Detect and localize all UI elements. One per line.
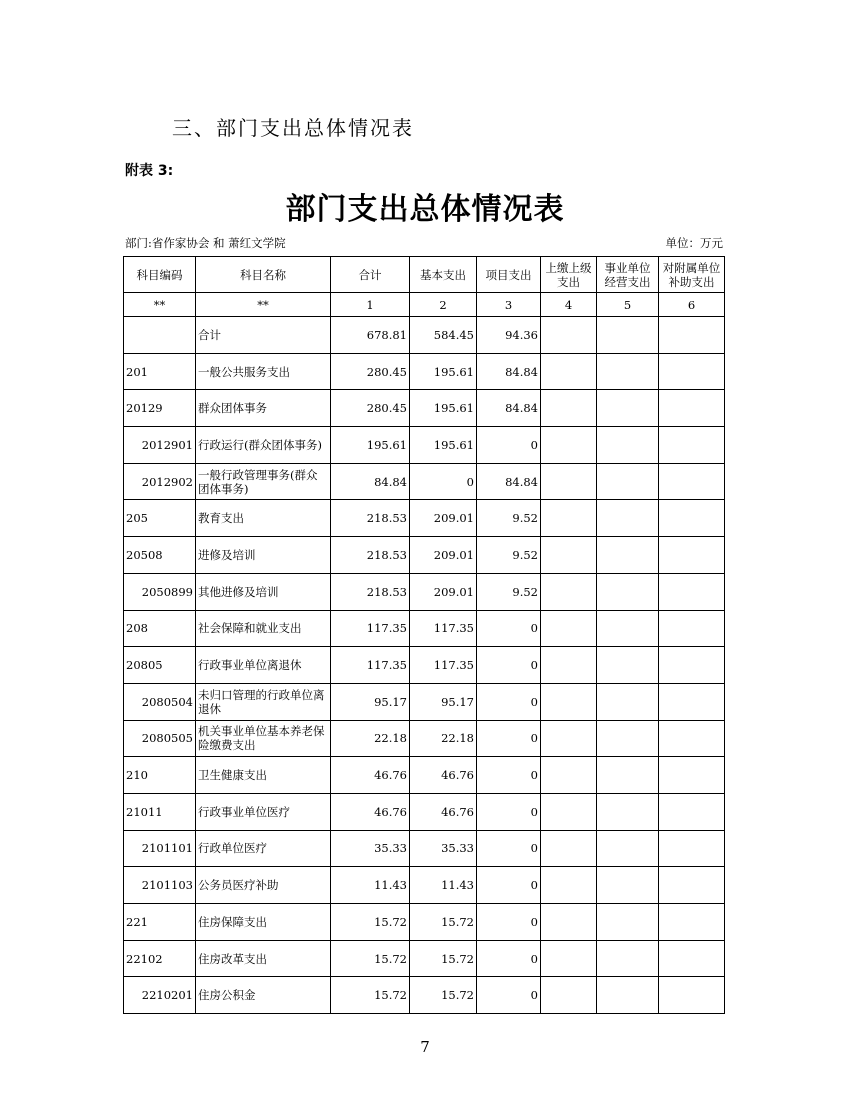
column-header	[477, 257, 541, 293]
column-index: 6	[659, 293, 725, 317]
section-heading: 三、部门支出总体情况表	[172, 116, 414, 140]
amount-cell: 0	[477, 940, 541, 977]
subject-code: 22102	[124, 940, 196, 977]
amount-cell: 218.53	[331, 537, 410, 574]
amount-cell	[541, 867, 597, 904]
table-row	[124, 463, 725, 500]
amount-cell: 22.18	[331, 720, 410, 757]
amount-cell	[541, 427, 597, 464]
amount-cell	[597, 867, 659, 904]
amount-cell	[541, 537, 597, 574]
amount-cell: 0	[410, 463, 477, 500]
amount-cell: 0	[477, 867, 541, 904]
subject-code: 2101103	[124, 867, 196, 904]
amount-cell: 280.45	[331, 390, 410, 427]
amount-cell	[541, 390, 597, 427]
amount-cell	[659, 610, 725, 647]
amount-cell: 15.72	[331, 940, 410, 977]
column-index: 5	[597, 293, 659, 317]
amount-cell: 0	[477, 757, 541, 794]
table-row	[124, 390, 725, 427]
amount-cell: 84.84	[331, 463, 410, 500]
amount-cell	[659, 353, 725, 390]
amount-cell	[597, 793, 659, 830]
table-row	[124, 793, 725, 830]
subject-code: 2012901	[124, 427, 196, 464]
subject-name: 一般公共服务支出	[196, 353, 331, 390]
subject-name: 住房改革支出	[196, 940, 331, 977]
amount-cell	[659, 977, 725, 1014]
amount-cell: 584.45	[410, 317, 477, 354]
amount-cell	[597, 904, 659, 941]
amount-cell: 117.35	[331, 647, 410, 684]
amount-cell	[541, 317, 597, 354]
amount-cell: 195.61	[410, 427, 477, 464]
subject-name: 社会保障和就业支出	[196, 610, 331, 647]
amount-cell	[659, 683, 725, 720]
amount-cell	[597, 573, 659, 610]
subject-code: 2210201	[124, 977, 196, 1014]
subject-name: 行政单位医疗	[196, 830, 331, 867]
column-header	[410, 257, 477, 293]
amount-cell: 0	[477, 647, 541, 684]
column-header-line: 经营支出	[604, 274, 651, 289]
amount-cell: 15.72	[410, 940, 477, 977]
table-row	[124, 867, 725, 904]
subject-name: 其他进修及培训	[196, 573, 331, 610]
subject-name: 一般行政管理事务(群众团体事务)	[196, 463, 331, 500]
amount-cell	[541, 830, 597, 867]
amount-cell: 209.01	[410, 537, 477, 574]
amount-cell	[597, 977, 659, 1014]
column-header	[659, 257, 725, 293]
amount-cell	[597, 940, 659, 977]
subject-name: 合计	[196, 317, 331, 354]
amount-cell	[597, 317, 659, 354]
amount-cell	[659, 317, 725, 354]
subject-name: 行政运行(群众团体事务)	[196, 427, 331, 464]
table-row	[124, 683, 725, 720]
table-row	[124, 500, 725, 537]
subject-name: 进修及培训	[196, 537, 331, 574]
amount-cell: 15.72	[331, 904, 410, 941]
amount-cell	[659, 463, 725, 500]
amount-cell	[597, 390, 659, 427]
amount-cell: 280.45	[331, 353, 410, 390]
amount-cell	[597, 463, 659, 500]
table-row	[124, 647, 725, 684]
department-label: 部门:省作家协会 和 萧红文学院	[125, 236, 286, 250]
amount-cell: 678.81	[331, 317, 410, 354]
amount-cell	[659, 793, 725, 830]
amount-cell: 0	[477, 720, 541, 757]
amount-cell	[597, 830, 659, 867]
column-header-line: 对附属单位	[662, 260, 721, 275]
amount-cell: 9.52	[477, 500, 541, 537]
unit-label: 单位：万元	[665, 236, 723, 250]
subject-code: 201	[124, 353, 196, 390]
amount-cell	[541, 353, 597, 390]
amount-cell	[541, 463, 597, 500]
amount-cell	[659, 757, 725, 794]
amount-cell: 218.53	[331, 573, 410, 610]
amount-cell	[541, 683, 597, 720]
table-header-row	[124, 257, 725, 293]
column-header-line: 科目名称	[240, 267, 286, 282]
subject-code: 2101101	[124, 830, 196, 867]
amount-cell	[597, 610, 659, 647]
amount-cell	[597, 647, 659, 684]
amount-cell: 0	[477, 427, 541, 464]
subject-name: 行政事业单位医疗	[196, 793, 331, 830]
column-header	[597, 257, 659, 293]
subject-name: 卫生健康支出	[196, 757, 331, 794]
column-header	[331, 257, 410, 293]
amount-cell: 22.18	[410, 720, 477, 757]
amount-cell: 117.35	[410, 647, 477, 684]
table-row	[124, 573, 725, 610]
column-index-row	[124, 293, 725, 317]
amount-cell: 209.01	[410, 573, 477, 610]
subject-code: 208	[124, 610, 196, 647]
subject-code: 2050899	[124, 573, 196, 610]
subject-code: 2080504	[124, 683, 196, 720]
amount-cell: 117.35	[331, 610, 410, 647]
table-row	[124, 940, 725, 977]
subject-name: 未归口管理的行政单位离退休	[196, 683, 331, 720]
amount-cell	[541, 904, 597, 941]
amount-cell: 195.61	[410, 353, 477, 390]
amount-cell: 46.76	[410, 757, 477, 794]
amount-cell	[541, 573, 597, 610]
amount-cell: 94.36	[477, 317, 541, 354]
subject-name: 群众团体事务	[196, 390, 331, 427]
amount-cell	[541, 610, 597, 647]
amount-cell	[541, 720, 597, 757]
subject-name: 住房公积金	[196, 977, 331, 1014]
page-number: 7	[420, 1038, 430, 1056]
table-row	[124, 757, 725, 794]
column-index: 3	[477, 293, 541, 317]
amount-cell: 0	[477, 683, 541, 720]
subject-code: 20129	[124, 390, 196, 427]
amount-cell: 0	[477, 904, 541, 941]
amount-cell	[659, 500, 725, 537]
amount-cell	[597, 427, 659, 464]
column-header-line: 上缴上级	[545, 260, 592, 275]
table-row	[124, 977, 725, 1014]
amount-cell: 195.61	[410, 390, 477, 427]
amount-cell	[597, 683, 659, 720]
amount-cell: 195.61	[331, 427, 410, 464]
table-row	[124, 537, 725, 574]
amount-cell	[597, 500, 659, 537]
amount-cell	[597, 537, 659, 574]
amount-cell: 35.33	[410, 830, 477, 867]
table-row	[124, 830, 725, 867]
amount-cell	[659, 427, 725, 464]
amount-cell	[597, 757, 659, 794]
amount-cell	[659, 720, 725, 757]
amount-cell	[659, 904, 725, 941]
column-index: **	[196, 293, 331, 317]
amount-cell	[541, 757, 597, 794]
amount-cell	[541, 647, 597, 684]
amount-cell	[541, 940, 597, 977]
column-header	[124, 257, 196, 293]
subject-name: 公务员医疗补助	[196, 867, 331, 904]
amount-cell: 0	[477, 977, 541, 1014]
table-row	[124, 427, 725, 464]
table-row	[124, 720, 725, 757]
table-title: 部门支出总体情况表	[285, 192, 565, 227]
amount-cell: 209.01	[410, 500, 477, 537]
amount-cell: 15.72	[331, 977, 410, 1014]
amount-cell: 0	[477, 793, 541, 830]
column-header-line: 项目支出	[485, 267, 532, 282]
amount-cell: 9.52	[477, 537, 541, 574]
amount-cell	[659, 573, 725, 610]
amount-cell: 117.35	[410, 610, 477, 647]
amount-cell: 0	[477, 830, 541, 867]
amount-cell	[659, 867, 725, 904]
amount-cell: 84.84	[477, 353, 541, 390]
subject-name: 行政事业单位离退休	[196, 647, 331, 684]
amount-cell: 95.17	[331, 683, 410, 720]
amount-cell: 218.53	[331, 500, 410, 537]
amount-cell: 11.43	[331, 867, 410, 904]
expenditure-table	[123, 256, 725, 1014]
amount-cell: 95.17	[410, 683, 477, 720]
amount-cell	[659, 390, 725, 427]
column-header	[196, 257, 331, 293]
appendix-label: 附表 3:	[125, 163, 174, 179]
subject-code: 221	[124, 904, 196, 941]
amount-cell: 9.52	[477, 573, 541, 610]
amount-cell	[541, 977, 597, 1014]
subject-code: 205	[124, 500, 196, 537]
amount-cell: 84.84	[477, 390, 541, 427]
table-row	[124, 904, 725, 941]
column-header-line: 支出	[557, 274, 580, 289]
subject-name: 住房保障支出	[196, 904, 331, 941]
amount-cell	[659, 647, 725, 684]
amount-cell	[659, 830, 725, 867]
subject-name: 机关事业单位基本养老保险缴费支出	[196, 720, 331, 757]
subject-name: 教育支出	[196, 500, 331, 537]
amount-cell: 0	[477, 610, 541, 647]
amount-cell	[659, 537, 725, 574]
column-index: 4	[541, 293, 597, 317]
column-header-line: 合计	[358, 267, 382, 282]
column-header-line: 科目编码	[136, 267, 183, 282]
subject-code	[124, 317, 196, 354]
amount-cell: 46.76	[331, 793, 410, 830]
table-row	[124, 317, 725, 354]
amount-cell	[659, 940, 725, 977]
subject-code: 20508	[124, 537, 196, 574]
table-row	[124, 610, 725, 647]
column-index: 1	[331, 293, 410, 317]
amount-cell: 15.72	[410, 977, 477, 1014]
subject-code: 21011	[124, 793, 196, 830]
subject-code: 2012902	[124, 463, 196, 500]
column-header-line: 补助支出	[668, 274, 715, 289]
amount-cell: 84.84	[477, 463, 541, 500]
subject-code: 20805	[124, 647, 196, 684]
column-header-line: 事业单位	[604, 260, 651, 275]
subject-code: 2080505	[124, 720, 196, 757]
column-index: 2	[410, 293, 477, 317]
amount-cell: 15.72	[410, 904, 477, 941]
amount-cell	[597, 353, 659, 390]
column-header	[541, 257, 597, 293]
amount-cell	[597, 720, 659, 757]
amount-cell	[541, 500, 597, 537]
table-row	[124, 353, 725, 390]
amount-cell: 46.76	[410, 793, 477, 830]
amount-cell	[541, 793, 597, 830]
amount-cell: 46.76	[331, 757, 410, 794]
column-index: **	[124, 293, 196, 317]
amount-cell: 11.43	[410, 867, 477, 904]
subject-code: 210	[124, 757, 196, 794]
column-header-line: 基本支出	[420, 267, 466, 282]
amount-cell: 35.33	[331, 830, 410, 867]
